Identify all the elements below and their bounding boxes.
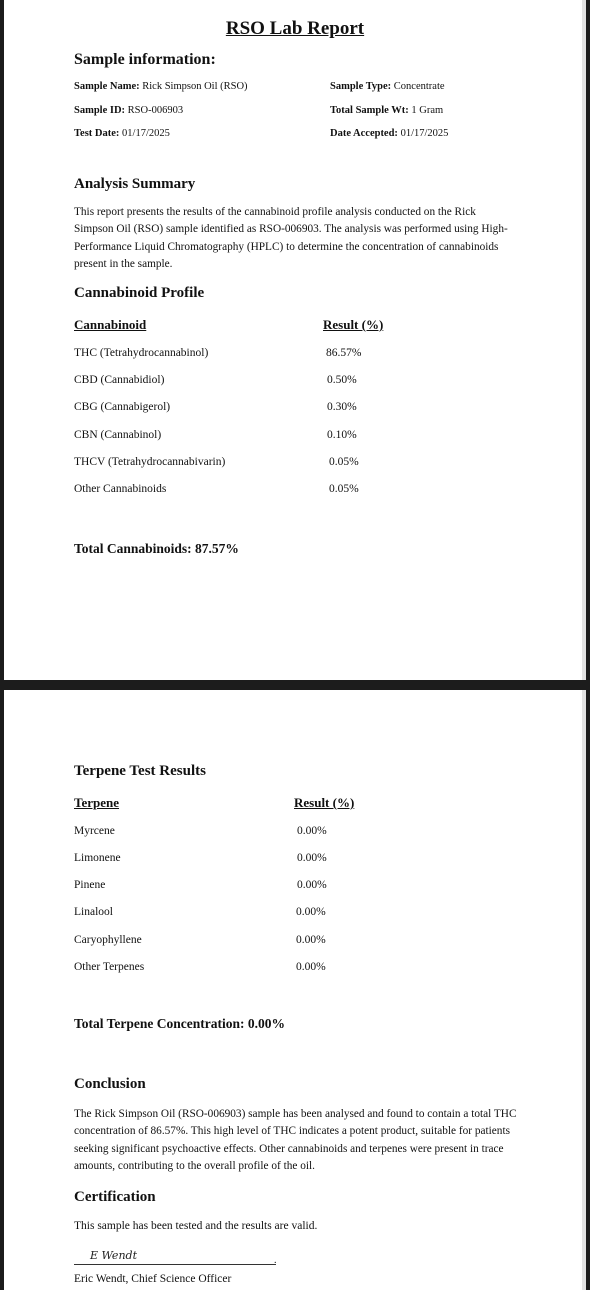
terpene-result: 0.00% bbox=[297, 825, 327, 837]
cannabinoid-column-header: Cannabinoid bbox=[74, 317, 147, 332]
signature-line bbox=[74, 1264, 276, 1265]
test-date-value: 01/17/2025 bbox=[122, 128, 170, 139]
total-weight-line bbox=[330, 105, 443, 116]
terpene-name: Pinene bbox=[74, 879, 106, 891]
cannabinoid-name: THCV (Tetrahydrocannabivarin) bbox=[74, 456, 226, 468]
terpene-name: Caryophyllene bbox=[74, 934, 142, 946]
test-date-label: Test Date: bbox=[74, 128, 120, 139]
terpene-result: 0.00% bbox=[296, 961, 326, 973]
report-title: RSO Lab Report bbox=[225, 18, 365, 39]
conclusion-text: The Rick Simpson Oil (RSO-006903) sample has been analysed and found to contain a total THC concentration of 86.57%. This high level of THC indicates a potent product, suitable for patients seeking significant psychoactive effects. Other cannabinoids and terpenes were present in trace amounts, contributing to the overall profile of the oil. bbox=[74, 1108, 517, 1172]
terpene-result-column-header: Result (%) bbox=[294, 795, 355, 810]
report-page-1 bbox=[4, 0, 586, 680]
terpene-column-header: Terpene bbox=[74, 795, 120, 810]
terpene-result: 0.00% bbox=[296, 906, 326, 918]
conclusion-heading: Conclusion bbox=[74, 1076, 146, 1092]
total-weight-value: 1 Gram bbox=[411, 105, 444, 116]
terpene-name: Myrcene bbox=[74, 825, 115, 837]
certification-text: This sample has been tested and the results are valid. bbox=[74, 1220, 318, 1232]
page-edge bbox=[582, 690, 586, 1290]
terpene-result: 0.00% bbox=[296, 934, 326, 946]
terpene-name: Other Terpenes bbox=[74, 961, 145, 973]
cannabinoid-result: 0.10% bbox=[327, 429, 357, 441]
sample-name-line bbox=[74, 81, 248, 92]
page-edge bbox=[582, 0, 586, 680]
cannabinoid-name: CBG (Cannabigerol) bbox=[74, 401, 171, 413]
sample-type-value: Concentrate bbox=[393, 81, 445, 92]
cannabinoid-name: THC (Tetrahydrocannabinol) bbox=[74, 347, 209, 359]
cannabinoid-result: 0.05% bbox=[329, 483, 359, 495]
date-accepted-line bbox=[330, 128, 448, 139]
cannabinoid-result-column-header: Result (%) bbox=[323, 317, 384, 332]
sample-type-line bbox=[330, 81, 445, 92]
terpene-result: 0.00% bbox=[297, 879, 327, 891]
sample-id-label: Sample ID: bbox=[74, 105, 126, 116]
cannabinoid-name: CBN (Cannabinol) bbox=[74, 429, 162, 441]
cannabinoid-name: Other Cannabinoids bbox=[74, 483, 167, 495]
cannabinoid-result: 0.30% bbox=[327, 401, 357, 413]
signer-name: Eric Wendt, Chief Science Officer bbox=[74, 1273, 232, 1285]
total-cannabinoids: Total Cannabinoids: 87.57% bbox=[74, 541, 239, 556]
date-accepted-label: Date Accepted: bbox=[330, 128, 398, 139]
date-accepted-value: 01/17/2025 bbox=[400, 128, 449, 139]
total-terpene-concentration: Total Terpene Concentration: 0.00% bbox=[74, 1016, 286, 1031]
sample-name-value: Rick Simpson Oil (RSO) bbox=[142, 81, 248, 92]
cannabinoid-result: 86.57% bbox=[326, 347, 362, 359]
sample-id-line bbox=[74, 105, 183, 116]
terpene-name: Linalool bbox=[74, 906, 113, 918]
terpene-name: Limonene bbox=[74, 852, 121, 864]
signature-line-end: . bbox=[274, 1255, 277, 1266]
cannabinoid-result: 0.05% bbox=[329, 456, 359, 468]
terpene-results-heading: Terpene Test Results bbox=[74, 763, 206, 779]
terpene-result: 0.00% bbox=[297, 852, 327, 864]
total-weight-label: Total Sample Wt: bbox=[330, 105, 409, 116]
sample-id-value: RSO-006903 bbox=[127, 105, 184, 116]
sample-type-label: Sample Type: bbox=[330, 81, 392, 92]
cannabinoid-profile-heading: Cannabinoid Profile bbox=[74, 285, 205, 301]
certification-heading: Certification bbox=[74, 1189, 156, 1205]
test-date-line bbox=[74, 128, 170, 139]
signature: E Wendt bbox=[90, 1249, 137, 1262]
cannabinoid-name: CBD (Cannabidiol) bbox=[74, 374, 165, 386]
sample-info-heading: Sample information: bbox=[74, 51, 216, 68]
analysis-summary-heading: Analysis Summary bbox=[74, 176, 196, 192]
sample-name-label: Sample Name: bbox=[74, 81, 140, 92]
report-page-2 bbox=[4, 690, 586, 1290]
analysis-summary-text: This report presents the results of the cannabinoid profile analysis conducted on the Rick Simpson Oil (RSO) sample identified as RSO-006903. The analysis was performed using High-Performance Liquid Chromatography (HPLC) to determine the concentration of cannabinoids present in the sample. bbox=[74, 206, 508, 270]
cannabinoid-result: 0.50% bbox=[327, 374, 357, 386]
